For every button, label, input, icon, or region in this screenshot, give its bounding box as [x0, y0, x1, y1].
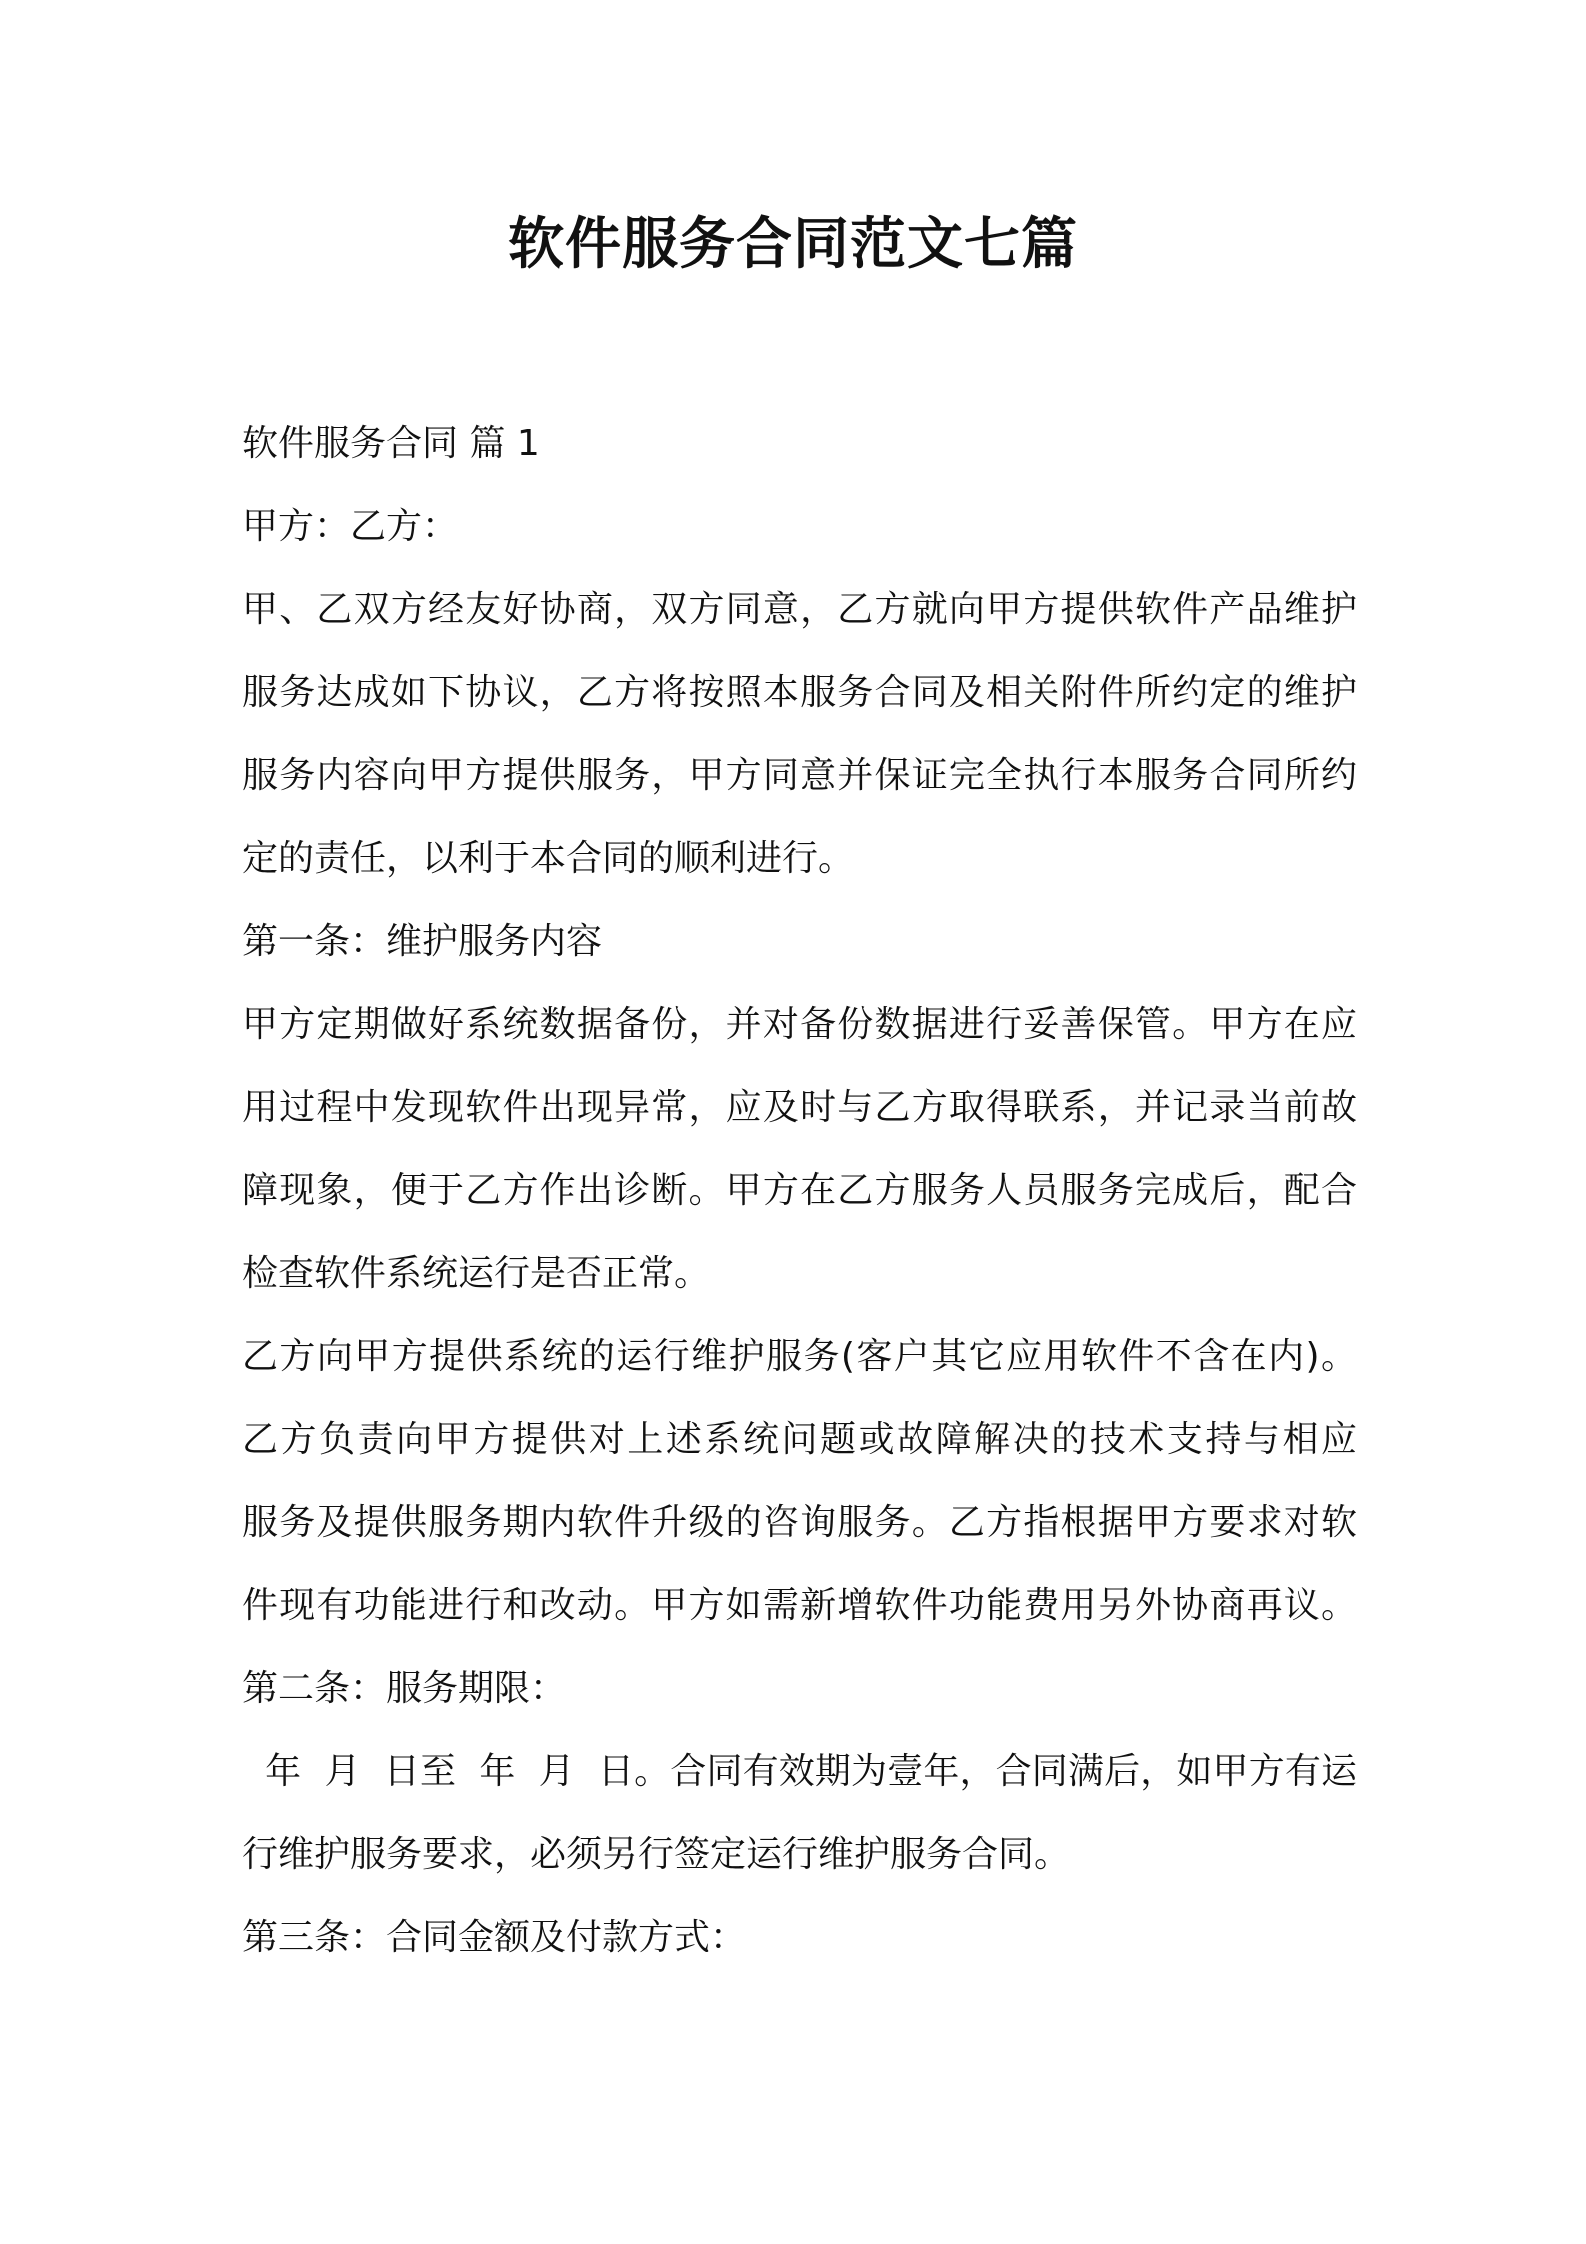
paragraph-line: 年 月 日至 年 月 日。合同有效期为壹年，合同满后，如甲方有运	[242, 1751, 1357, 1792]
parties-line: 甲方：乙方：	[242, 506, 459, 547]
paragraph-line: 乙方向甲方提供系统的运行维护服务(客户其它应用软件不含在内)。	[242, 1336, 1357, 1377]
paragraph-line: 定的责任，以利于本合同的顺利进行。	[242, 838, 855, 879]
article-heading: 第二条：服务期限：	[242, 1668, 567, 1709]
paragraph-line: 服务及提供服务期内软件升级的咨询服务。乙方指根据甲方要求对软	[242, 1502, 1357, 1543]
paragraph-line: 件现有功能进行和改动。甲方如需新增软件功能费用另外协商再议。	[242, 1585, 1357, 1626]
paragraph-line: 检查软件系统运行是否正常。	[242, 1253, 711, 1294]
article-heading: 第一条：维护服务内容	[242, 921, 603, 962]
paragraph-line: 服务内容向甲方提供服务，甲方同意并保证完全执行本服务合同所约	[242, 755, 1357, 796]
paragraph-line: 行维护服务要求，必须另行签定运行维护服务合同。	[242, 1834, 1071, 1875]
article-heading: 第三条：合同金额及付款方式：	[242, 1917, 747, 1958]
paragraph-line: 服务达成如下协议，乙方将按照本服务合同及相关附件所约定的维护	[242, 672, 1357, 713]
paragraph-line: 甲方定期做好系统数据备份，并对备份数据进行妥善保管。甲方在应	[242, 1004, 1357, 1045]
paragraph-line: 甲、乙双方经友好协商，双方同意，乙方就向甲方提供软件产品维护	[242, 589, 1357, 630]
document-title: 软件服务合同范文七篇	[508, 212, 1078, 277]
paragraph-line: 乙方负责向甲方提供对上述系统问题或故障解决的技术支持与相应	[242, 1419, 1357, 1460]
paragraph-line: 用过程中发现软件出现异常，应及时与乙方取得联系，并记录当前故	[242, 1087, 1357, 1128]
section-heading: 软件服务合同 篇 1	[242, 423, 540, 464]
paragraph-line: 障现象，便于乙方作出诊断。甲方在乙方服务人员服务完成后，配合	[242, 1170, 1357, 1211]
document-body	[242, 402, 1357, 1979]
